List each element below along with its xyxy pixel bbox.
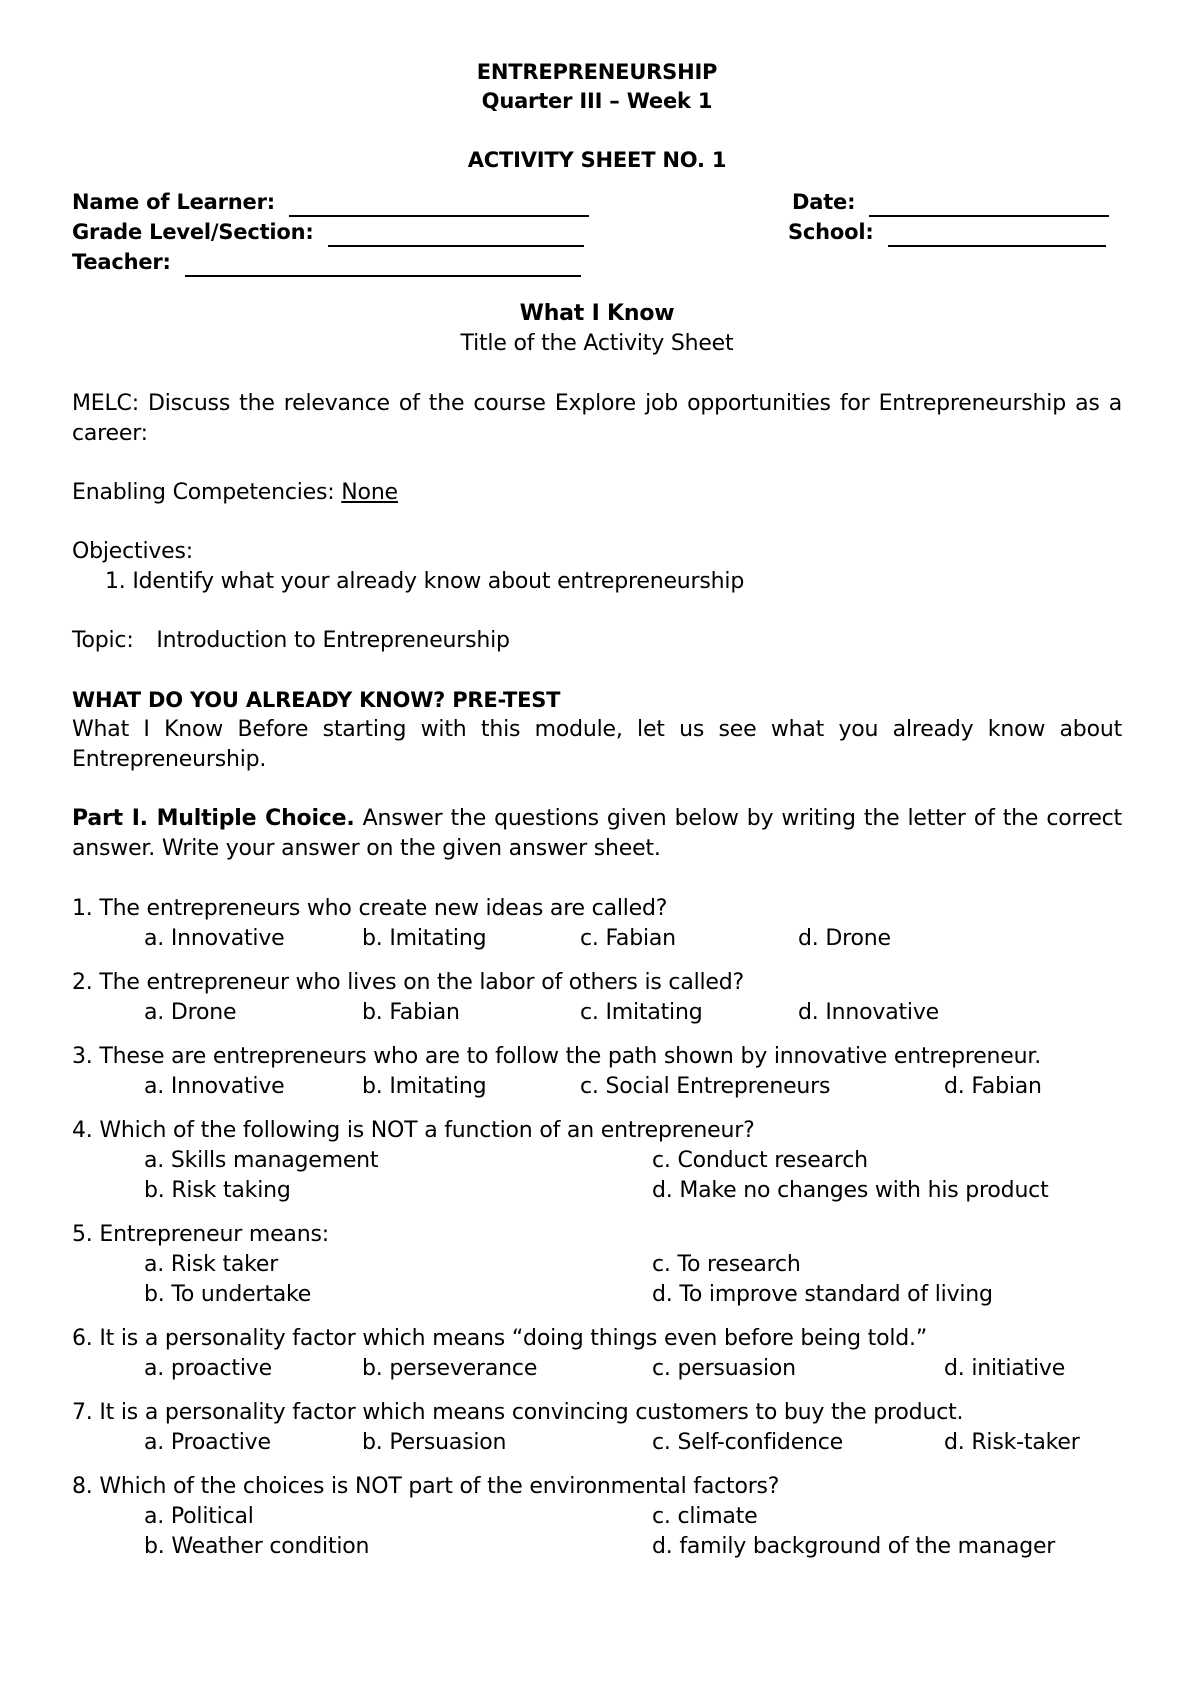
topic — [72, 626, 1122, 656]
option-c[interactable]: c. To research — [652, 1252, 801, 1277]
option-d[interactable]: d. initiative — [944, 1356, 1066, 1381]
option-a[interactable]: a. Drone — [144, 1000, 237, 1025]
date-label: Date: — [792, 190, 856, 214]
option-c[interactable]: c. Self-confidence — [652, 1430, 844, 1455]
date-field[interactable] — [792, 187, 1109, 217]
option-c[interactable]: c. Conduct research — [652, 1148, 868, 1173]
learner-info-fields — [72, 187, 1122, 279]
question-8 — [72, 1472, 1122, 1562]
option-b[interactable]: b. Imitating — [362, 926, 487, 951]
option-c[interactable]: c. Imitating — [580, 1000, 703, 1025]
option-a[interactable]: a. Proactive — [144, 1430, 271, 1455]
topic-value: Introduction to Entrepreneurship — [156, 628, 510, 653]
option-a[interactable]: a. Skills management — [144, 1148, 379, 1173]
option-c[interactable]: c. persuasion — [652, 1356, 796, 1381]
school-field[interactable] — [788, 217, 1106, 247]
objective-item: 1. Identify what your already know about entrepreneurship — [105, 569, 745, 594]
pretest-heading: WHAT DO YOU ALREADY KNOW? PRE-TEST — [72, 688, 561, 712]
question-5 — [72, 1220, 1122, 1310]
grade-label: Grade Level/Section: — [72, 220, 314, 244]
pretest-intro: What I Know Before starting with this module, let us see what you already know about Entrepreneurship. — [72, 717, 1122, 772]
teacher-blank[interactable] — [185, 253, 581, 277]
sheet-title: ACTIVITY SHEET NO. 1 — [467, 148, 727, 172]
name-blank[interactable] — [289, 193, 589, 217]
name-label: Name of Learner: — [72, 190, 275, 214]
grade-blank[interactable] — [328, 223, 584, 247]
option-c[interactable]: c. Fabian — [580, 926, 676, 951]
subject-title: ENTREPRENEURSHIP — [476, 60, 718, 84]
teacher-field[interactable] — [72, 247, 581, 277]
option-a[interactable]: a. Innovative — [144, 1074, 285, 1099]
name-field[interactable] — [72, 187, 589, 217]
option-a[interactable]: a. proactive — [144, 1356, 272, 1381]
question-2 — [72, 968, 1122, 1028]
option-d[interactable]: d. Innovative — [798, 1000, 939, 1025]
question-text: 7. It is a personality factor which means convincing customers to buy the product. — [72, 1400, 964, 1425]
option-a[interactable]: a. Political — [144, 1504, 254, 1529]
quarter-week: Quarter III – Week 1 — [481, 89, 713, 113]
question-text: 2. The entrepreneur who lives on the labor of others is called? — [72, 970, 744, 995]
option-b[interactable]: b. Weather condition — [144, 1534, 370, 1559]
section-title: What I Know — [519, 301, 675, 326]
melc-text: MELC: Discuss the relevance of the course Explore job opportunities for Entrepreneurship as a career: — [72, 391, 1122, 446]
topic-label: Topic: — [72, 628, 134, 653]
option-b[interactable]: b. Imitating — [362, 1074, 487, 1099]
school-blank[interactable] — [888, 223, 1106, 247]
question-text: 8. Which of the choices is NOT part of the environmental factors? — [72, 1474, 780, 1499]
option-b[interactable]: b. To undertake — [144, 1282, 312, 1307]
option-d[interactable]: d. Make no changes with his product — [652, 1178, 1049, 1203]
question-text: 5. Entrepreneur means: — [72, 1222, 329, 1247]
option-d[interactable]: d. Drone — [798, 926, 891, 951]
option-b[interactable]: b. Fabian — [362, 1000, 460, 1025]
option-c[interactable]: c. Social Entrepreneurs — [580, 1074, 831, 1099]
part1-text: Answer the questions given below by writing the letter of the correct answer. Write your answer on the given answer sheet. — [72, 806, 1122, 861]
question-text: 3. These are entrepreneurs who are to follow the path shown by innovative entrepreneur. — [72, 1044, 1041, 1069]
option-a[interactable]: a. Risk taker — [144, 1252, 279, 1277]
part1-instructions — [72, 804, 1122, 864]
option-b[interactable]: b. perseverance — [362, 1356, 538, 1381]
option-b[interactable]: b. Risk taking — [144, 1178, 291, 1203]
enabling-label: Enabling Competencies: — [72, 480, 335, 505]
enabling-competencies — [72, 478, 1122, 508]
question-3 — [72, 1042, 1122, 1102]
part1-label: Part I. Multiple Choice. — [72, 806, 355, 831]
section-subtitle: Title of the Activity Sheet — [460, 331, 734, 356]
enabling-value: None — [341, 480, 398, 505]
question-text: 6. It is a personality factor which means “doing things even before being told.” — [72, 1326, 928, 1351]
option-d[interactable]: d. Fabian — [944, 1074, 1042, 1099]
teacher-label: Teacher: — [72, 250, 171, 274]
option-d[interactable]: d. To improve standard of living — [652, 1282, 993, 1307]
option-a[interactable]: a. Innovative — [144, 926, 285, 951]
question-6 — [72, 1324, 1122, 1384]
date-blank[interactable] — [869, 193, 1109, 217]
option-c[interactable]: c. climate — [652, 1504, 758, 1529]
question-text: 4. Which of the following is NOT a function of an entrepreneur? — [72, 1118, 755, 1143]
question-7 — [72, 1398, 1122, 1458]
school-label: School: — [788, 220, 874, 244]
option-b[interactable]: b. Persuasion — [362, 1430, 507, 1455]
question-1 — [72, 894, 1122, 954]
question-4 — [72, 1116, 1122, 1206]
objectives-label: Objectives: — [72, 539, 193, 564]
option-d[interactable]: d. family background of the manager — [652, 1534, 1056, 1559]
option-d[interactable]: d. Risk-taker — [944, 1430, 1080, 1455]
question-text: 1. The entrepreneurs who create new ideas are called? — [72, 896, 668, 921]
grade-field[interactable] — [72, 217, 584, 247]
